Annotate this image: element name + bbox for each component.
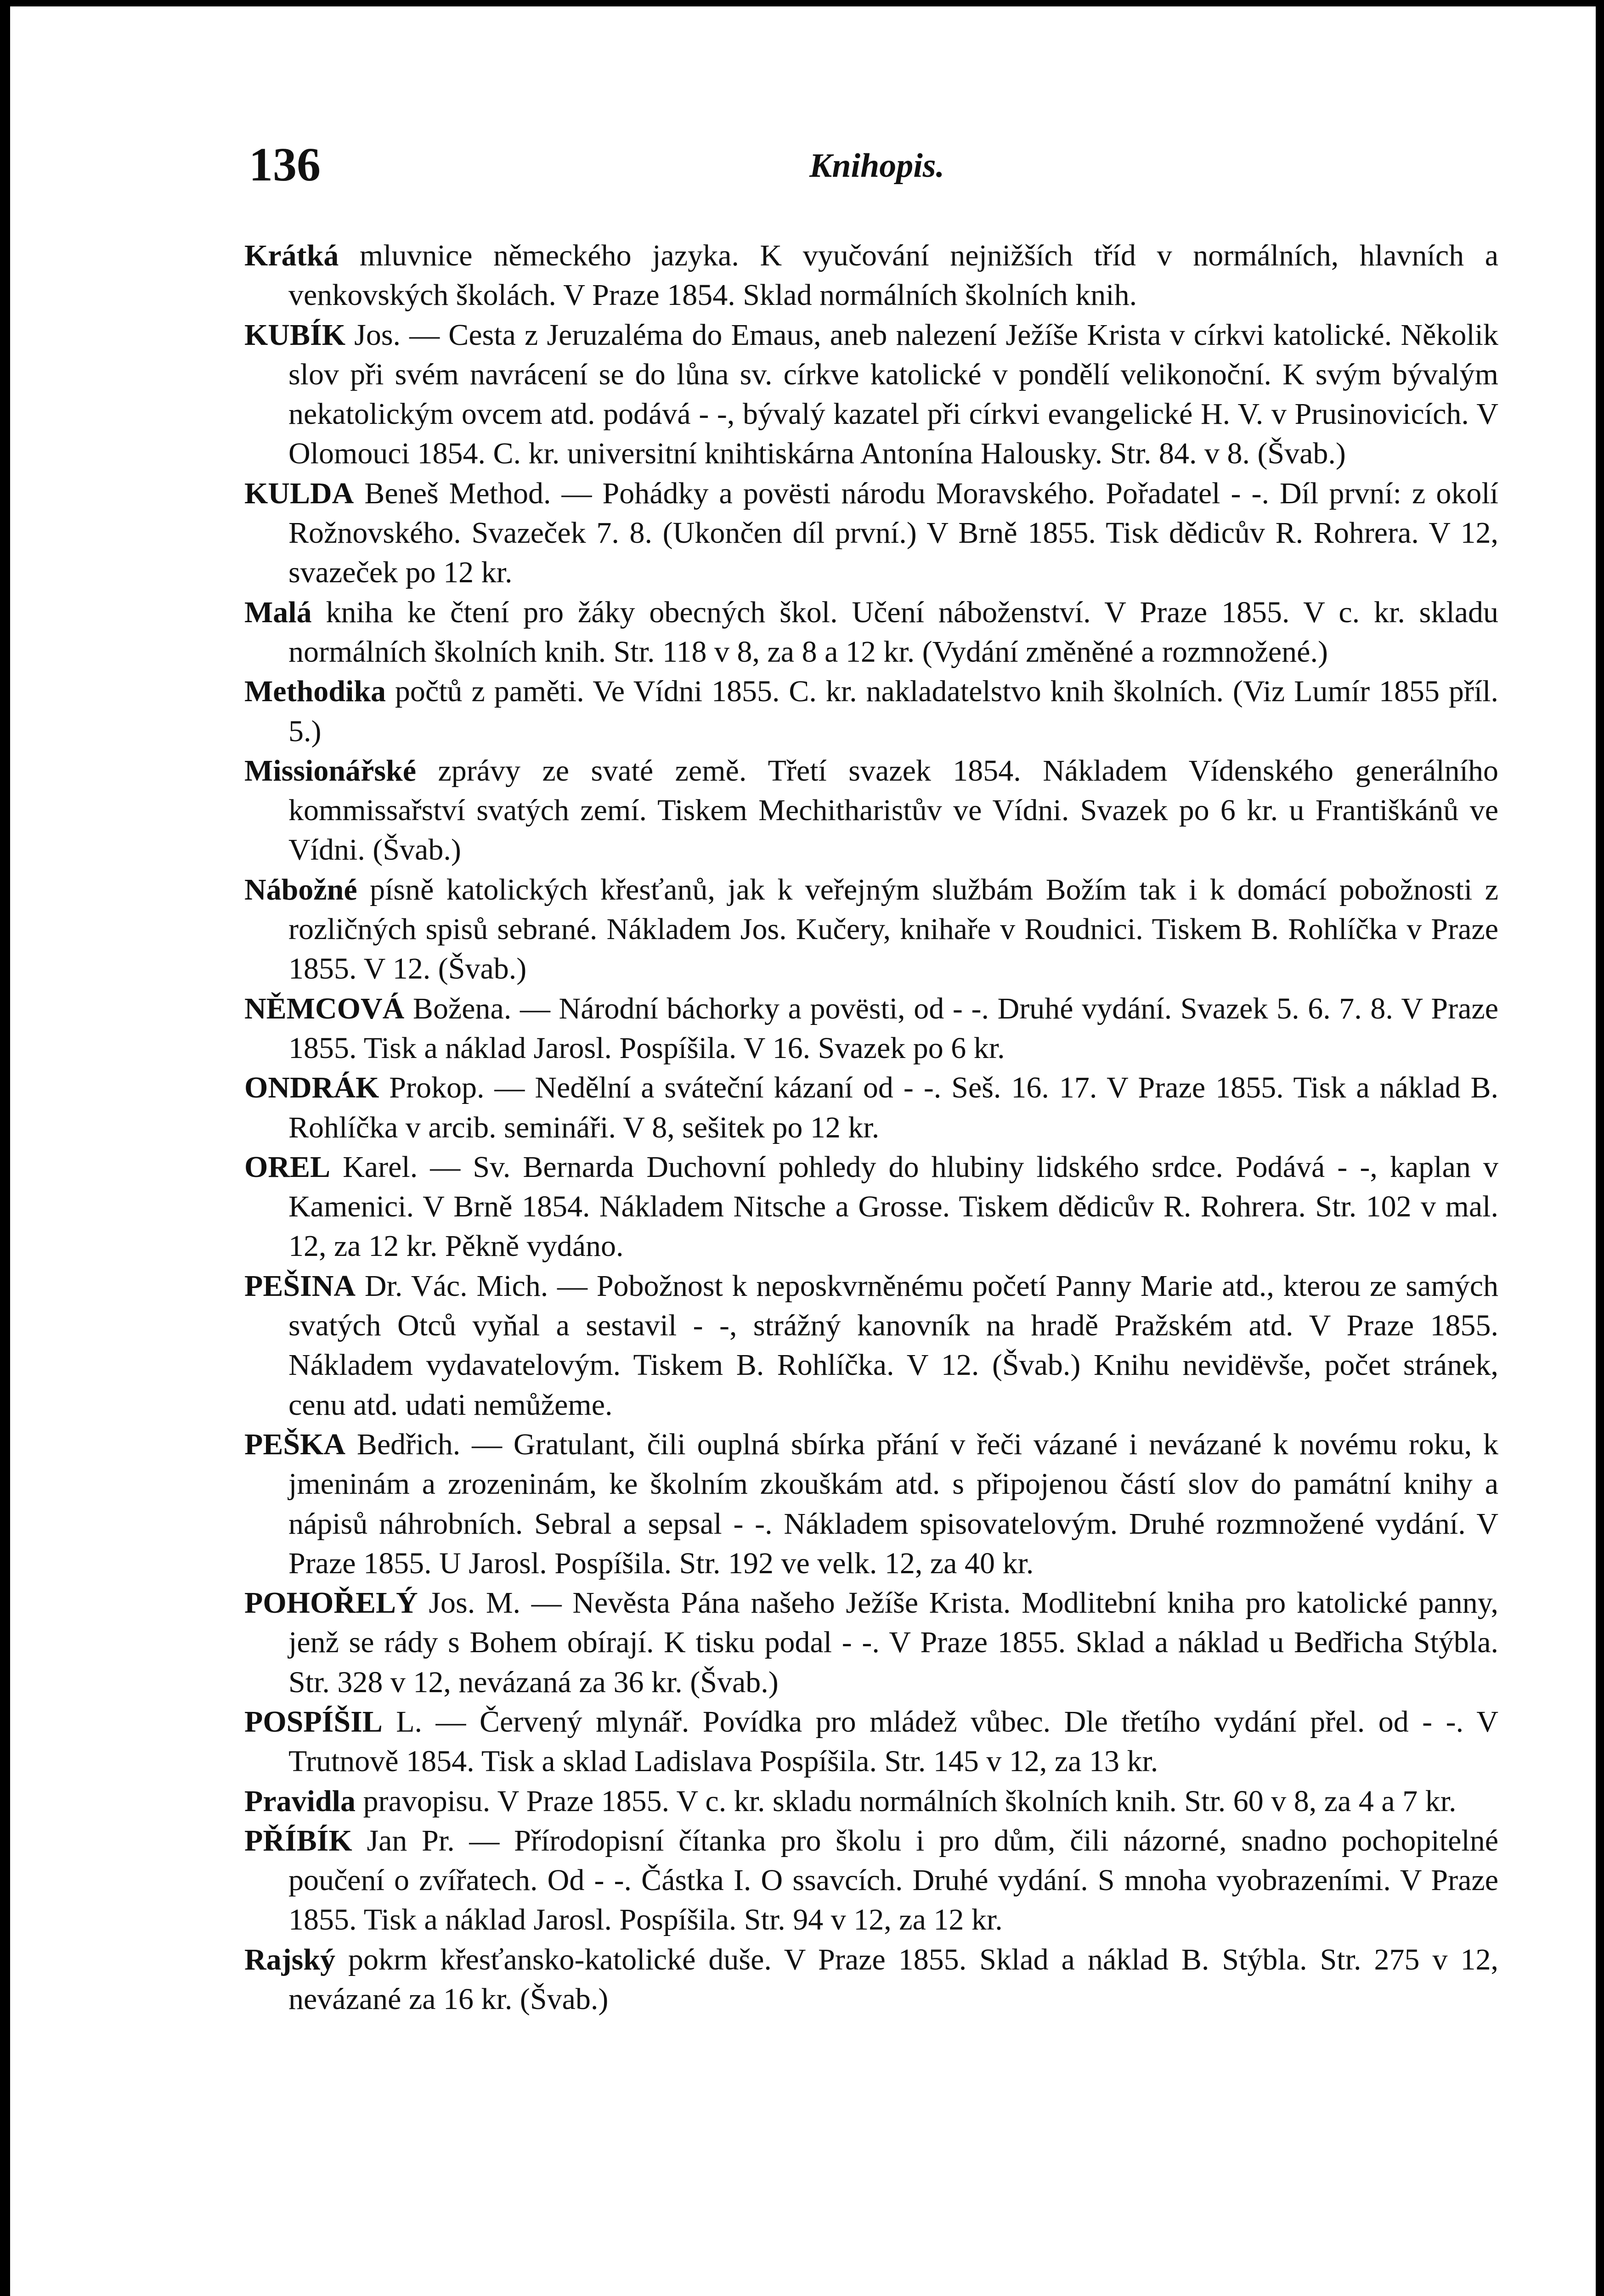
list-item — [244, 1940, 1498, 2020]
entry-text: Karel. — Sv. Bernarda Duchovní pohledy do hlubiny lidského srdce. Podává - -, kaplan v Kamenici. V Brně 1854. Nákladem Nitsche a Grosse. Tiskem dědicův R. Rohrera. Str. 102 v mal. 12, za 12 kr. Pěkně vydáno. — [288, 1150, 1498, 1263]
list-item — [244, 870, 1498, 989]
entry-heading: KULDA — [244, 476, 354, 510]
running-title: Knihopis. — [809, 147, 945, 185]
list-item — [244, 474, 1498, 593]
entry-heading: PEŠINA — [244, 1269, 356, 1303]
list-item — [244, 1821, 1498, 1940]
entry-text: Bedřich. — Gratulant, čili ouplná sbírka přání v řeči vázané i nevázané k novému roku, k jmeninám a zrozeninám, ke školním zkouškám atd. s připojenou částí slov do památní knihy a nápisů náhrobních. Sebral a sepsal - -. Nákladem spisovatelovým. Druhé rozmnožené vydání. V Praze 1855. U Jarosl. Pospíšila. Str. 192 ve velk. 12, za 40 kr. — [288, 1427, 1498, 1580]
entry-heading: Krátká — [244, 239, 339, 272]
entry-heading: POSPÍŠIL — [244, 1705, 383, 1739]
entry-text: zprávy ze svaté země. Třetí svazek 1854. Nákladem Vídenského generálního kommissařství svatých zemí. Tiskem Mechitharistův ve Vídni. Svazek po 6 kr. u Františkánů ve Vídni. (Švab.) — [288, 754, 1498, 867]
list-item — [244, 1068, 1498, 1148]
entry-text: Jan Pr. — Přírodopisní čítanka pro školu i pro dům, čili názorné, snadno pochopitelné poučení o zvířatech. Od - -. Částka I. O ssavcích. Druhé vydání. S mnoha vyobrazeními. V Praze 1855. Tisk a náklad Jarosl. Pospíšila. Str. 94 v 12, za 12 kr. — [288, 1823, 1498, 1937]
entry-text: Beneš Method. — Pohádky a povësti národu Moravského. Pořadatel - -. Díl první: z okolí Rožnovského. Svazeček 7. 8. (Ukončen díl první.) V Brně 1855. Tisk dědicův R. Rohrera. V 12, svazeček po 12 kr. — [288, 476, 1498, 590]
list-item — [244, 1148, 1498, 1266]
entry-text: počtů z paměti. Ve Vídni 1855. C. kr. nakladatelstvo knih školních. (Viz Lumír 1855 příl. 5.) — [288, 675, 1498, 748]
entry-heading: Nábožné — [244, 872, 357, 906]
bibliography-list — [244, 236, 1498, 2019]
entry-heading: Rajský — [244, 1942, 336, 1976]
entry-text: mluvnice německého jazyka. K vyučování nejnižších tříd v normálních, hlavních a venkovských školách. V Praze 1854. Sklad normálních školních knih. — [288, 239, 1498, 312]
entry-text: L. — Červený mlynář. Povídka pro mládež vůbec. Dle třetího vydání přel. od - -. V Trutnově 1854. Tisk a sklad Ladislava Pospíšila. Str. 145 v 12, za 13 kr. — [288, 1705, 1498, 1778]
entry-heading: POHOŘELÝ — [244, 1586, 418, 1620]
entry-text: Božena. — Národní báchorky a povësti, od - -. Druhé vydání. Svazek 5. 6. 7. 8. V Praze 1855. Tisk a náklad Jarosl. Pospíšila. V 16. Svazek po 6 kr. — [288, 991, 1498, 1065]
entry-heading: PEŠKA — [244, 1427, 346, 1461]
list-item — [244, 989, 1498, 1069]
entry-heading: OREL — [244, 1150, 331, 1184]
entry-heading: NĚMCOVÁ — [244, 991, 405, 1025]
list-item — [244, 593, 1498, 672]
entry-heading: PŘÍBÍK — [244, 1823, 352, 1857]
entry-text: kniha ke čtení pro žáky obecných škol. Učení náboženství. V Praze 1855. V c. kr. skladu normálních školních knih. Str. 118 v 8, za 8 a 12 kr. (Vydání změněné a rozmnožené.) — [288, 595, 1498, 669]
entry-heading: ONDRÁK — [244, 1071, 379, 1105]
entry-text: pokrm křesťansko-katolické duše. V Praze 1855. Sklad a náklad B. Stýbla. Str. 275 v 12, nevázané za 16 kr. (Švab.) — [288, 1942, 1498, 2016]
entry-heading: Pravidla — [244, 1784, 356, 1818]
entry-heading: KUBÍK — [244, 318, 346, 352]
entry-text: Jos. — Cesta z Jeruzaléma do Emaus, aneb nalezení Ježíše Krista v církvi katolické. Několik slov při svém navrácení se do lůna sv. církve katolické v pondělí velikonoční. K svým bývalým nekatolickým ovcem atd. podává - -, bývalý kazatel při církvi evangelické H. V. v Prusinovicích. V Olomouci 1854. C. kr. universitní knihtiskárna Antonína Halousky. Str. 84. v 8. (Švab.) — [288, 318, 1498, 471]
list-item — [244, 315, 1498, 474]
list-item — [244, 1583, 1498, 1702]
list-item — [244, 672, 1498, 751]
page-number: 136 — [249, 138, 321, 191]
entry-heading: Malá — [244, 595, 312, 629]
list-item — [244, 1782, 1498, 1821]
entry-text: Dr. Vác. Mich. — Pobožnost k neposkvrněnému početí Panny Marie atd., kterou ze samých svatých Otců vyňal a sestavil - -, strážný kanovník na hradě Pražském atd. V Praze 1855. Nákladem vydavatelovým. Tiskem B. Rohlíčka. V 12. (Švab.) Knihu nevidëvše, počet stránek, cenu atd. udati nemůžeme. — [288, 1269, 1498, 1422]
list-item — [244, 1702, 1498, 1782]
list-item — [244, 1425, 1498, 1583]
entry-text: pravopisu. V Praze 1855. V c. kr. skladu normálních školních knih. Str. 60 v 8, za 4 a 7 kr. — [356, 1784, 1457, 1818]
entry-text: písně katolických křesťanů, jak k veřejným službám Božím tak i k domácí pobožnosti z rozličných spisů sebrané. Nákladem Jos. Kučery, knihaře v Roudnici. Tiskem B. Rohlíčka v Praze 1855. V 12. (Švab.) — [288, 872, 1498, 986]
list-item — [244, 236, 1498, 315]
entry-heading: Methodika — [244, 675, 386, 709]
list-item — [244, 1266, 1498, 1425]
entry-text: Jos. M. — Nevěsta Pána našeho Ježíše Krista. Modlitební kniha pro katolické panny, jenž se rády s Bohem obírají. K tisku podal - -. V Praze 1855. Sklad a náklad u Bedřicha Stýbla. Str. 328 v 12, nevázaná za 36 kr. (Švab.) — [288, 1586, 1498, 1699]
list-item — [244, 751, 1498, 870]
entry-text: Prokop. — Nedělní a sváteční kázaní od - -. Seš. 16. 17. V Praze 1855. Tisk a náklad B. Rohlíčka v arcib. semináři. V 8, sešitek po 12 kr. — [288, 1071, 1498, 1144]
entry-heading: Missionářské — [244, 754, 417, 788]
page-header — [249, 137, 1489, 192]
